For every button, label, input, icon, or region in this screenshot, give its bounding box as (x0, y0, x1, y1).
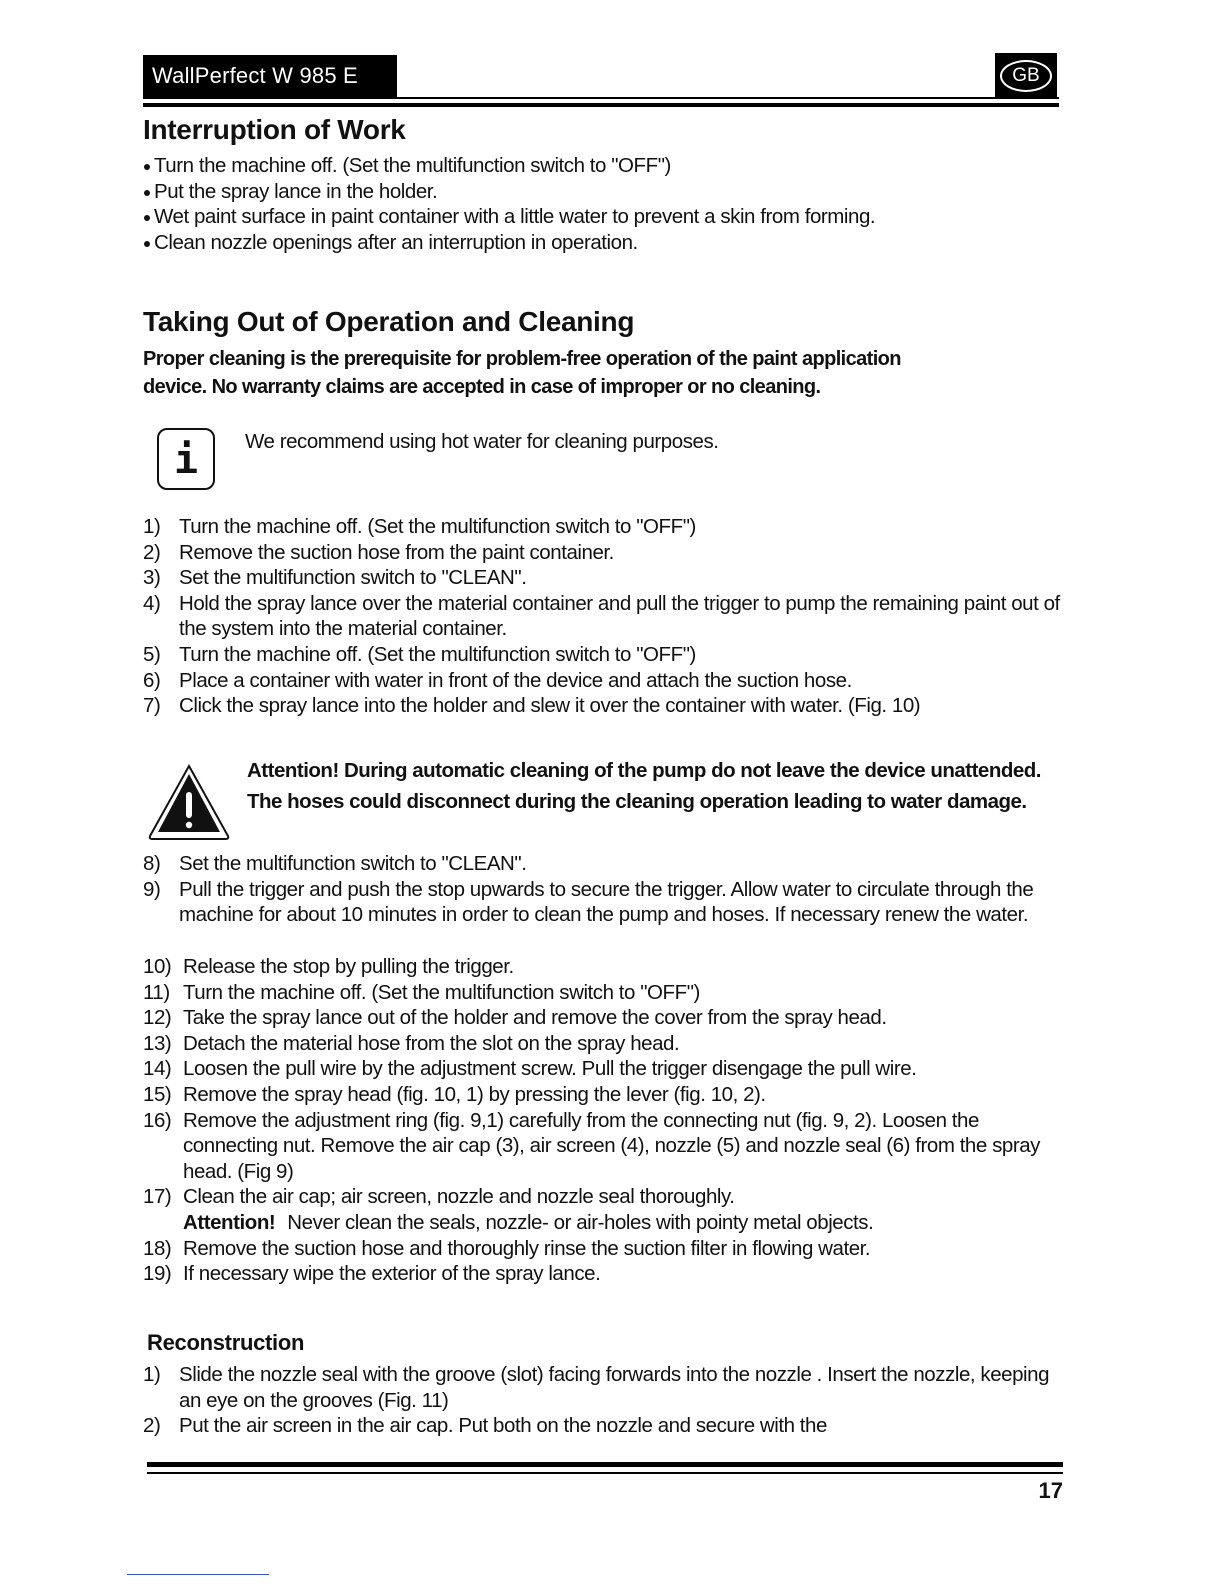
step-item: 3) Set the multifunction switch to "CLEAN". (143, 566, 527, 590)
section-title-reconstruction: Reconstruction (147, 1330, 305, 1355)
product-title: WallPerfect W 985 E (152, 63, 358, 88)
cleaning-intro-line: Proper cleaning is the prerequisite for problem-free operation of the paint application (143, 348, 901, 370)
language-badge: GB (1000, 60, 1052, 92)
cleaning-steps-8-9 (143, 851, 1073, 928)
step-item: 9) Pull the trigger and push the stop upwards to secure the trigger. Allow water to circulate through the machine for about 10 minutes in order to clean the pump and hoses. If necessary renew the water. (143, 877, 1034, 927)
cleaning-intro (143, 345, 1073, 401)
step-item: 2) Put the air screen in the air cap. Put both on the nozzle and secure with the (143, 1414, 827, 1438)
cleaning-intro-line: device. No warranty claims are accepted in case of improper or no cleaning. (143, 376, 821, 398)
step-item: 1) Slide the nozzle seal with the groove (slot) facing forwards into the nozzle . Insert the nozzle, keeping an eye on the grooves (Fig. 11) (143, 1363, 1050, 1412)
bullet-item: Wet paint surface in paint container with a little water to prevent a skin from forming. (143, 204, 875, 230)
header-rule-thick (143, 103, 1059, 107)
step-item: 7) Click the spray lance into the holder and slew it over the container with water. (Fig. 10) (143, 694, 921, 718)
reconstruction-steps (143, 1362, 1073, 1439)
step-item: 13) Detach the material hose from the slot on the spray head. (143, 1031, 680, 1055)
step-item: 15) Remove the spray head (fig. 10, 1) by pressing the lever (fig. 10, 2). (143, 1082, 766, 1106)
product-title-banner (143, 55, 397, 97)
cleaning-steps-1-7 (143, 514, 1073, 719)
step-item: 12) Take the spray lance out of the holder and remove the cover from the spray head. (143, 1006, 887, 1030)
interruption-bullet-list (143, 153, 875, 255)
bullet-item: Clean nozzle openings after an interruption in operation. (143, 230, 875, 256)
attention-note: Attention! Never clean the seals, nozzle- or air-holes with pointy metal objects. (183, 1210, 874, 1234)
bullet-item: Turn the machine off. (Set the multifunction switch to "OFF") (143, 153, 875, 179)
step-item: 4) Hold the spray lance over the material container and pull the trigger to pump the remaining paint out of the system into the material container. (143, 591, 1060, 641)
step-item: 6) Place a container with water in front of the device and attach the suction hose. (143, 668, 852, 692)
attention-label: Attention! (183, 1210, 276, 1234)
step-item: 17) Clean the air cap; air screen, nozzle and nozzle seal thoroughly. (143, 1185, 735, 1209)
info-note: We recommend using hot water for cleaning purposes. (245, 430, 719, 453)
step-item: 18) Remove the suction hose and thoroughly rinse the suction filter in flowing water. (143, 1236, 871, 1260)
step-item: 2) Remove the suction hose from the paint container. (143, 540, 614, 564)
step-item: 19) If necessary wipe the exterior of the spray lance. (143, 1262, 601, 1286)
header-rule-thin (143, 97, 1059, 99)
step-item: 10) Release the stop by pulling the trigger. (143, 955, 514, 978)
warning-triangle-icon (146, 762, 232, 842)
page-number: 17 (1038, 1478, 1063, 1503)
bullet-item: Put the spray lance in the holder. (143, 179, 875, 205)
step-item: 14) Loosen the pull wire by the adjustment screw. Pull the trigger disengage the pull wire. (143, 1057, 917, 1081)
footnote-divider (127, 1574, 269, 1575)
step-item: 1) Turn the machine off. (Set the multifunction switch to "OFF") (143, 515, 696, 538)
step-item: 5) Turn the machine off. (Set the multifunction switch to "OFF") (143, 642, 696, 666)
step-item: 11) Turn the machine off. (Set the multifunction switch to "OFF") (143, 980, 700, 1004)
cleaning-steps-10-19 (143, 954, 1073, 1287)
warning-text: Attention! During automatic cleaning of the pump do not leave the device unattended. The hoses could disconnect during the cleaning operation leading to water damage. (247, 759, 1041, 813)
section-title-interruption: Interruption of Work (143, 114, 406, 145)
info-icon: i (157, 428, 215, 490)
footer-rule-thick (147, 1462, 1063, 1467)
footer-rule-thin (147, 1472, 1063, 1474)
step-item: 16) Remove the adjustment ring (fig. 9,1) carefully from the connecting nut (fig. 9, 2). Loosen the connecting nut. Remove the air cap (3), air screen (4), nozzle (5) and nozzle seal (6) from the spray head. (Fig 9) (143, 1108, 1040, 1183)
section-title-cleaning: Taking Out of Operation and Cleaning (143, 306, 635, 337)
language-badge-icon (995, 53, 1057, 97)
step-item: 8) Set the multifunction switch to "CLEAN". (143, 852, 527, 875)
